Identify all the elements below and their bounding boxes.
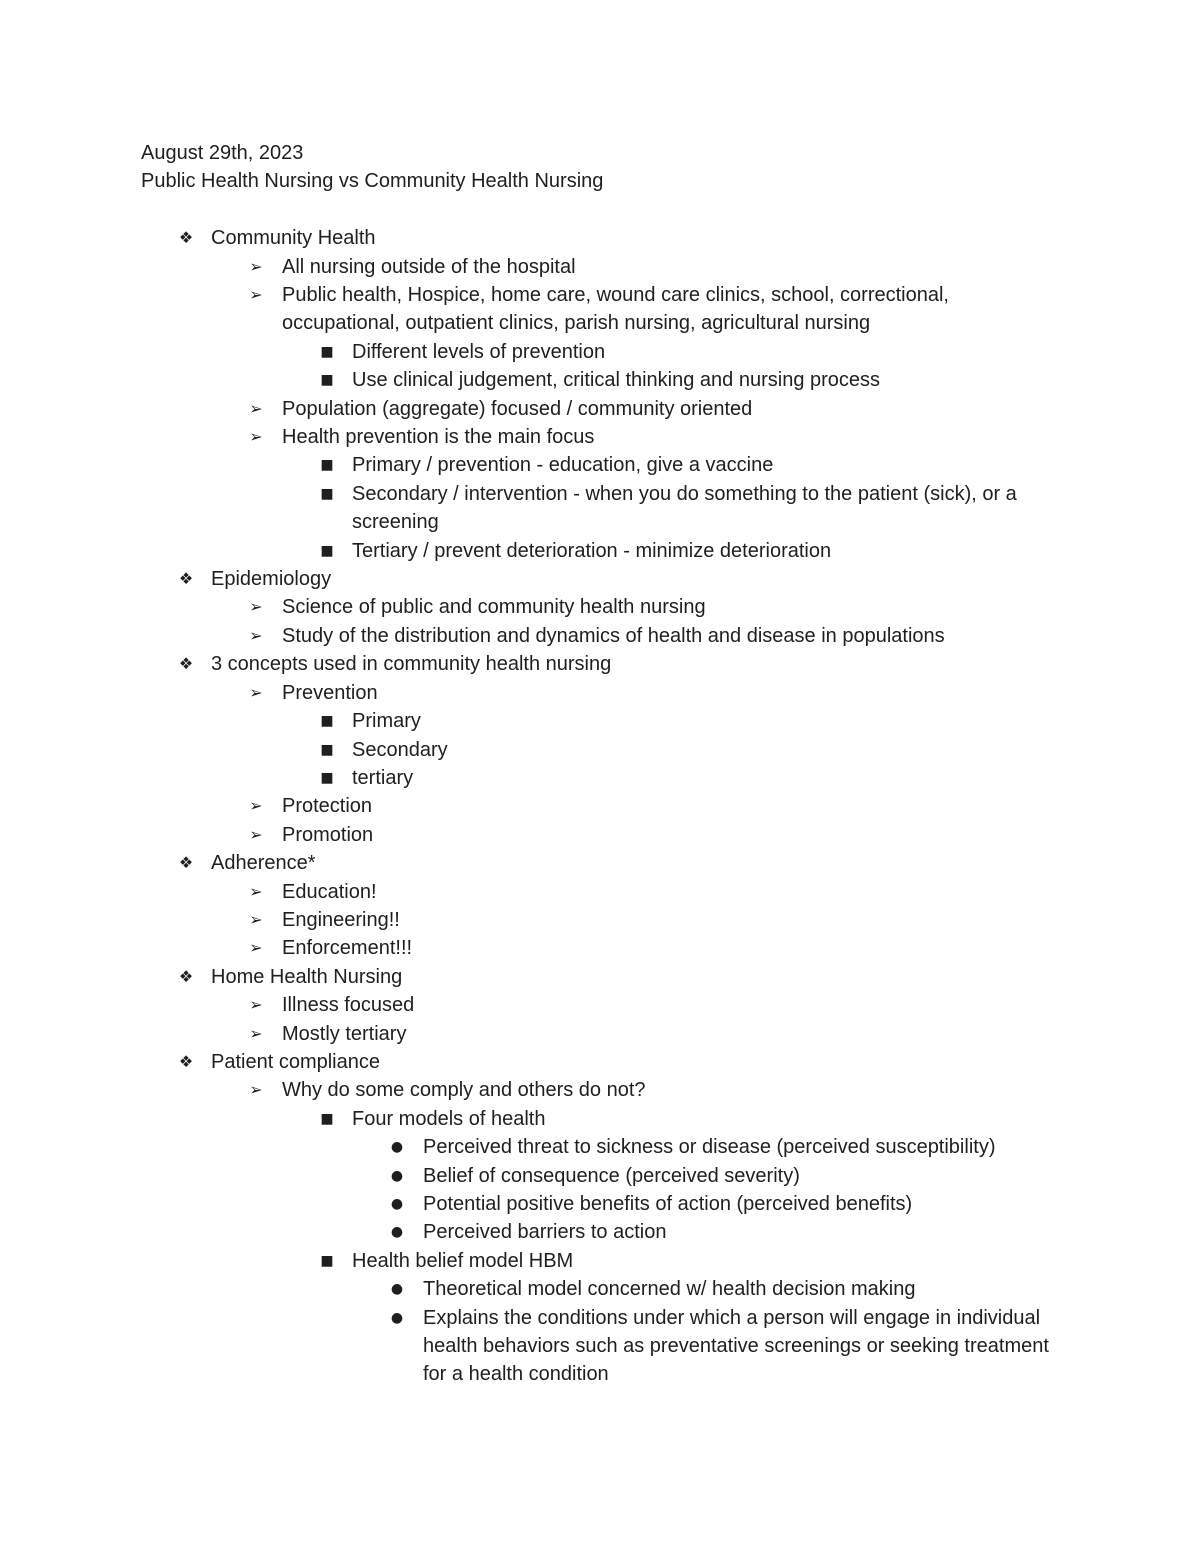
section-adherence bbox=[141, 849, 1061, 963]
arrowhead-bullet-icon: ➢ bbox=[249, 881, 263, 901]
list-item: ● Potential positive benefits of action (perceived benefits) bbox=[141, 1190, 1061, 1218]
list-item: ➢ Promotion bbox=[141, 821, 1061, 849]
list-item: ■ Four models of health ● Perceived threat to sickness or disease (perceived susceptibility) ● Belief of consequence (perceived severity) ● Potential positive benefits of action (perceived benefits) ● Perceived barriers to action bbox=[141, 1105, 1061, 1247]
note-title: Public Health Nursing vs Community Health Nursing bbox=[141, 170, 604, 193]
section-patient-compliance bbox=[141, 1048, 1061, 1389]
list-item: ■ Use clinical judgement, critical thinking and nursing process bbox=[141, 366, 1061, 394]
square-bullet-icon: ■ bbox=[320, 741, 334, 758]
list-item: ■ Different levels of prevention bbox=[141, 338, 1061, 366]
dot-bullet-icon: ● bbox=[390, 1309, 404, 1326]
section-heading: Adherence* bbox=[211, 852, 316, 875]
section-community-health bbox=[141, 224, 1061, 565]
arrowhead-bullet-icon: ➢ bbox=[249, 285, 263, 305]
section-heading: Home Health Nursing bbox=[211, 965, 403, 988]
document-body bbox=[141, 139, 1061, 1389]
diamond-bullet-icon: ❖ bbox=[178, 654, 194, 674]
list-item: ● Explains the conditions under which a person will engage in individual health behaviors such as preventative screenings or seeking treatment for a health condition bbox=[141, 1304, 1061, 1389]
diamond-bullet-icon: ❖ bbox=[178, 966, 194, 986]
square-bullet-icon: ■ bbox=[320, 769, 334, 786]
square-bullet-icon: ■ bbox=[320, 713, 334, 730]
dot-bullet-icon: ● bbox=[390, 1224, 404, 1241]
square-bullet-icon: ■ bbox=[320, 1110, 334, 1127]
dot-bullet-icon: ● bbox=[390, 1167, 404, 1184]
list-item: ■ Primary bbox=[141, 707, 1061, 735]
dot-bullet-icon: ● bbox=[390, 1281, 404, 1298]
note-date: August 29th, 2023 bbox=[141, 142, 304, 164]
list-item: ■ Health belief model HBM ● Theoretical model concerned w/ health decision making ● Explains the conditions under which a person will engage in individual health behaviors such as preventative screenings or seeking treatment for a health condition bbox=[141, 1247, 1061, 1389]
list-item: ■ Tertiary / prevent deterioration - minimize deterioration bbox=[141, 537, 1061, 565]
list-item: ➢ Mostly tertiary bbox=[141, 1020, 1061, 1048]
section-heading: Community Health bbox=[211, 227, 376, 250]
diamond-bullet-icon: ❖ bbox=[178, 1051, 194, 1071]
list-item: ➢ Protection bbox=[141, 792, 1061, 820]
list-item: ➢ All nursing outside of the hospital bbox=[141, 253, 1061, 281]
list-item: ➢ Illness focused bbox=[141, 991, 1061, 1019]
diamond-bullet-icon: ❖ bbox=[178, 853, 194, 873]
list-item: ➢ Public health, Hospice, home care, wound care clinics, school, correctional, occupational, outpatient clinics, parish nursing, agricultural nursing ■ Different levels of prevention ■ Use clinical judgement, critical thinking and nursing process bbox=[141, 281, 1061, 395]
square-bullet-icon: ■ bbox=[320, 485, 334, 502]
list-item: ● Theoretical model concerned w/ health decision making bbox=[141, 1275, 1061, 1303]
list-item: ➢ Enforcement!!! bbox=[141, 934, 1061, 962]
square-bullet-icon: ■ bbox=[320, 457, 334, 474]
square-bullet-icon: ■ bbox=[320, 343, 334, 360]
square-bullet-icon: ■ bbox=[320, 372, 334, 389]
arrowhead-bullet-icon: ➢ bbox=[249, 824, 263, 844]
section-epidemiology bbox=[141, 565, 1061, 650]
list-item: ➢ Study of the distribution and dynamics of health and disease in populations bbox=[141, 622, 1061, 650]
blank-line bbox=[141, 196, 1061, 224]
arrowhead-bullet-icon: ➢ bbox=[249, 995, 263, 1015]
list-item: ■ tertiary bbox=[141, 764, 1061, 792]
list-item: ➢ Engineering!! bbox=[141, 906, 1061, 934]
arrowhead-bullet-icon: ➢ bbox=[249, 427, 263, 447]
arrowhead-bullet-icon: ➢ bbox=[249, 597, 263, 617]
arrowhead-bullet-icon: ➢ bbox=[249, 625, 263, 645]
section-heading: Epidemiology bbox=[211, 568, 332, 591]
diamond-bullet-icon: ❖ bbox=[178, 228, 194, 248]
dot-bullet-icon: ● bbox=[390, 1139, 404, 1156]
square-bullet-icon: ■ bbox=[320, 1252, 334, 1269]
list-item: ■ Secondary bbox=[141, 736, 1061, 764]
arrowhead-bullet-icon: ➢ bbox=[249, 256, 263, 276]
arrowhead-bullet-icon: ➢ bbox=[249, 938, 263, 958]
outline-list bbox=[141, 224, 1061, 1389]
section-heading: Patient compliance bbox=[211, 1050, 380, 1073]
arrowhead-bullet-icon: ➢ bbox=[249, 909, 263, 929]
diamond-bullet-icon: ❖ bbox=[178, 569, 194, 589]
list-item: ➢ Prevention ■ Primary ■ Secondary ■ tertiary bbox=[141, 679, 1061, 793]
list-item: ➢ Population (aggregate) focused / community oriented bbox=[141, 395, 1061, 423]
arrowhead-bullet-icon: ➢ bbox=[249, 1080, 263, 1100]
section-heading: 3 concepts used in community health nursing bbox=[211, 653, 612, 676]
arrowhead-bullet-icon: ➢ bbox=[249, 398, 263, 418]
list-item: ■ Primary / prevention - education, give a vaccine bbox=[141, 451, 1061, 479]
section-home-health bbox=[141, 963, 1061, 1048]
square-bullet-icon: ■ bbox=[320, 542, 334, 559]
list-item: ● Perceived threat to sickness or disease (perceived susceptibility) bbox=[141, 1133, 1061, 1161]
list-item: ● Perceived barriers to action bbox=[141, 1218, 1061, 1246]
section-three-concepts bbox=[141, 650, 1061, 849]
list-item: ➢ Health prevention is the main focus ■ Primary / prevention - education, give a vaccine ■ Secondary / intervention - when you do something to the patient (sick), or a screening ■ Tertiary / prevent deterioration - minimize deterioration bbox=[141, 423, 1061, 565]
arrowhead-bullet-icon: ➢ bbox=[249, 682, 263, 702]
list-item: ➢ Why do some comply and others do not? ■ Four models of health ● Perceived threat to sickness or disease (perceived susceptibility) ● Belief of consequence (perceived severity) ● Potential positive benefits of action (perceived benefits) ● Perceived barriers to action ■ Health belief model HBM ● Theoretical model concerned w/ health decision making ● Explains the conditions under which a person will engage in individual health behaviors such as preventative screenings or seeking treatment for a health condition bbox=[141, 1076, 1061, 1388]
arrowhead-bullet-icon: ➢ bbox=[249, 1023, 263, 1043]
list-item: ● Belief of consequence (perceived severity) bbox=[141, 1162, 1061, 1190]
dot-bullet-icon: ● bbox=[390, 1196, 404, 1213]
list-item: ➢ Science of public and community health nursing bbox=[141, 593, 1061, 621]
list-item: ➢ Education! bbox=[141, 878, 1061, 906]
arrowhead-bullet-icon: ➢ bbox=[249, 796, 263, 816]
list-item: ■ Secondary / intervention - when you do something to the patient (sick), or a screening bbox=[141, 480, 1061, 537]
